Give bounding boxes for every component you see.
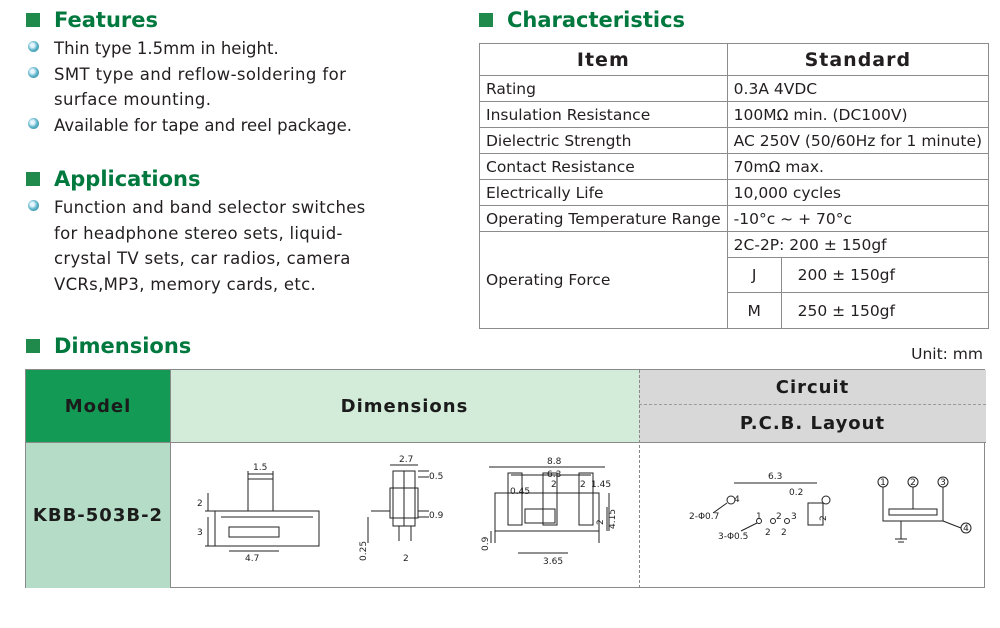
dim-label: 4.7 <box>245 554 260 564</box>
dim-label: 4 <box>734 495 740 505</box>
dim-label: 6.3 <box>547 470 562 480</box>
dim-label: 0.5 <box>429 472 444 482</box>
table-row <box>480 128 989 154</box>
table-row <box>480 76 989 102</box>
list-item: Function and band selector switches for headphone stereo sets, liquid-crystal TV sets, car radios, camera VCRs,MP3, memory cards, etc. <box>26 195 384 297</box>
table-row <box>480 232 989 258</box>
standard-cell: 0.3A 4VDC <box>727 76 988 102</box>
dimensions-heading: Dimensions <box>26 334 191 358</box>
dim-label: 2 <box>580 480 586 490</box>
dim-label: 1.5 <box>253 463 268 473</box>
col-standard-header: Standard <box>727 44 988 76</box>
pcb-layout-header: P.C.B. Layout <box>639 404 986 442</box>
characteristics-heading: Characteristics <box>479 8 685 32</box>
dim-label: 2 <box>819 515 829 521</box>
dim-label: 2 <box>403 554 409 564</box>
bullet-icon <box>28 200 39 211</box>
side-view-drawing <box>368 465 429 543</box>
dim-label: 2 <box>596 519 606 525</box>
list-item: SMT type and reflow-soldering for surface mounting. <box>26 62 386 113</box>
item-cell: Operating Force <box>480 232 728 329</box>
top-view-drawing <box>205 471 319 551</box>
force-sub-value: 250 ± 150gf <box>781 293 988 329</box>
standard-cell: -10°c ~ + 70°c <box>727 206 988 232</box>
force-sub-value: 200 ± 150gf <box>781 258 988 293</box>
standard-cell: 10,000 cycles <box>727 180 988 206</box>
table-row <box>480 206 989 232</box>
pin-label: 3 <box>940 478 946 488</box>
bullet-icon <box>28 41 39 52</box>
table-row <box>480 102 989 128</box>
item-cell: Insulation Resistance <box>480 102 728 128</box>
dim-label: 3-Φ0.5 <box>718 532 749 542</box>
dim-label: 0.9 <box>429 511 444 521</box>
list-item: Available for tape and reel package. <box>26 113 386 139</box>
pcb-layout-drawing <box>713 483 830 531</box>
dim-label: 2 <box>551 480 557 490</box>
unit-label: Unit: mm <box>911 345 983 363</box>
force-sub-label: J <box>727 258 781 293</box>
dim-label: 3.65 <box>543 557 564 567</box>
dim-label: 8.8 <box>547 457 562 467</box>
applications-list <box>26 195 384 297</box>
dim-label: 2 <box>765 528 771 538</box>
dimensions-table <box>25 369 985 588</box>
pin-label: 1 <box>880 478 886 488</box>
dim-label: 2 <box>781 528 787 538</box>
model-cell: KBB-503B-2 <box>26 442 170 588</box>
square-bullet-icon <box>479 13 493 27</box>
dimensions-header: Dimensions <box>170 370 639 442</box>
dim-label: 6.3 <box>768 472 783 482</box>
dim-label: 0.25 <box>359 540 369 561</box>
dimension-drawings <box>171 443 985 588</box>
applications-heading: Applications <box>26 167 200 191</box>
pin-label: 4 <box>963 524 969 534</box>
item-cell: Rating <box>480 76 728 102</box>
circuit-header: Circuit <box>639 370 986 404</box>
square-bullet-icon <box>26 172 40 186</box>
item-cell: Electrically Life <box>480 180 728 206</box>
dim-label: 2 <box>776 512 782 522</box>
dim-label: 1.45 <box>591 480 612 490</box>
pin-label: 2 <box>910 478 916 488</box>
standard-cell: 2C-2P: 200 ± 150gf <box>727 232 988 258</box>
dim-label: 0.9 <box>481 536 491 551</box>
bullet-icon <box>28 118 39 129</box>
table-row <box>480 154 989 180</box>
standard-cell: AC 250V (50/60Hz for 1 minute) <box>727 128 988 154</box>
table-row <box>480 180 989 206</box>
characteristics-table <box>479 43 989 329</box>
force-sub-label: M <box>727 293 781 329</box>
bullet-icon <box>28 67 39 78</box>
item-cell: Dielectric Strength <box>480 128 728 154</box>
dim-label: 3 <box>791 512 797 522</box>
table-header-row <box>480 44 989 76</box>
dim-label: 1 <box>756 512 762 522</box>
standard-cell: 100MΩ min. (DC100V) <box>727 102 988 128</box>
model-header: Model <box>26 370 170 442</box>
dim-label: 0.2 <box>789 488 804 498</box>
square-bullet-icon <box>26 339 40 353</box>
dim-label: 2.7 <box>399 455 414 465</box>
list-item: Thin type 1.5mm in height. <box>26 36 386 62</box>
square-bullet-icon <box>26 13 40 27</box>
dim-label: 3 <box>197 528 203 538</box>
features-heading: Features <box>26 8 158 32</box>
circuit-drawing <box>878 477 971 542</box>
standard-cell: 70mΩ max. <box>727 154 988 180</box>
item-cell: Operating Temperature Range <box>480 206 728 232</box>
header-divider <box>639 404 986 405</box>
dim-label: 2 <box>197 499 203 509</box>
features-list <box>26 36 386 138</box>
dim-label: 4.15 <box>608 508 618 529</box>
dim-label: 2-Φ0.7 <box>689 512 720 522</box>
col-item-header: Item <box>480 44 728 76</box>
dim-label: 0.45 <box>510 487 531 497</box>
item-cell: Contact Resistance <box>480 154 728 180</box>
